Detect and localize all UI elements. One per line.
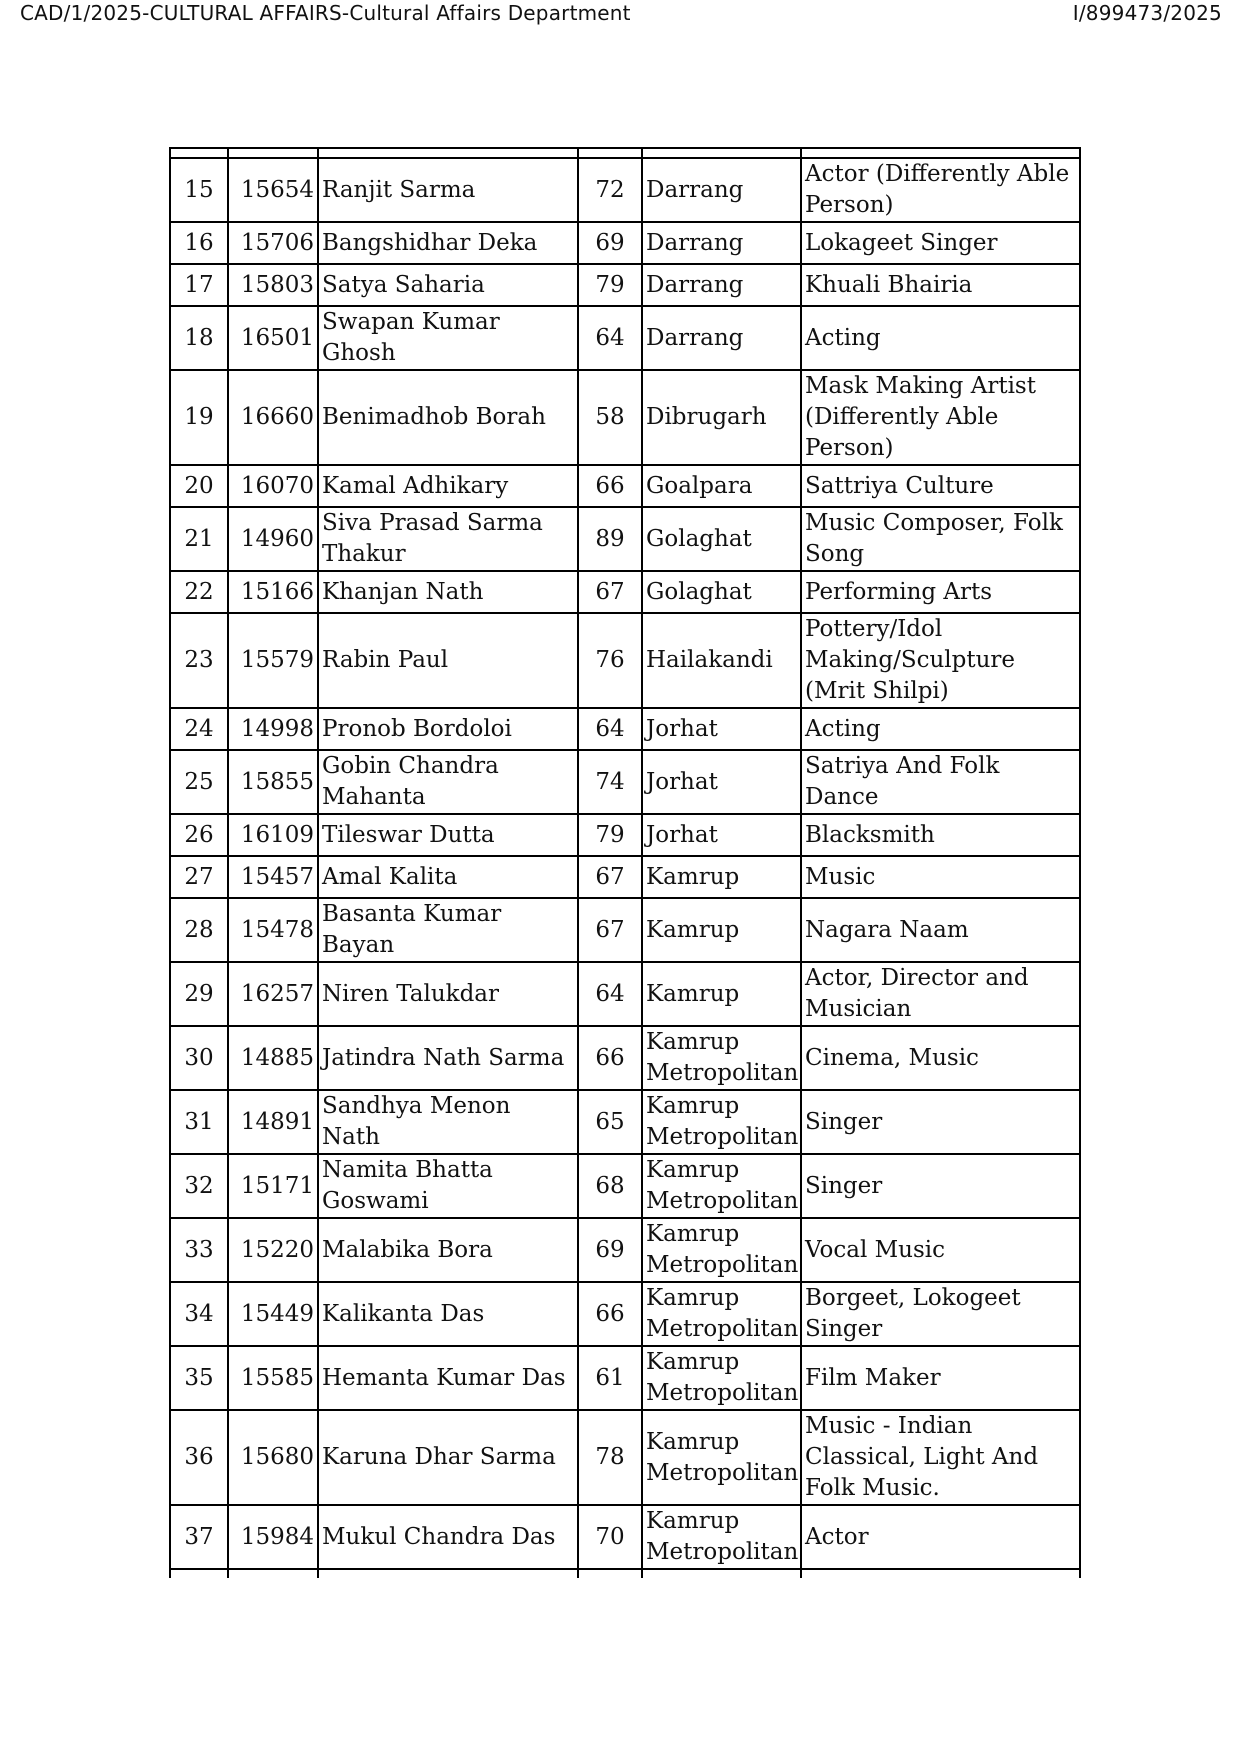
registration-id-cell: 15171 [228, 1154, 318, 1218]
artist-name-cell: Mukul Chandra Das [318, 1505, 578, 1569]
serial-number-cell: 27 [170, 856, 228, 898]
registration-id-cell: 14960 [228, 507, 318, 571]
registration-id-cell: 16109 [228, 814, 318, 856]
registration-id-cell: 15166 [228, 571, 318, 613]
serial-number-cell: 23 [170, 613, 228, 708]
artist-name-cell: Tileswar Dutta [318, 814, 578, 856]
age-cell: 69 [578, 222, 642, 264]
table-row [170, 1218, 1080, 1282]
serial-number-cell: 22 [170, 571, 228, 613]
age-cell: 65 [578, 1090, 642, 1154]
art-field-cell: Music - Indian Classical, Light And Folk Music. [801, 1410, 1080, 1505]
district-cell: Darrang [642, 158, 801, 222]
registration-id-cell: 14885 [228, 1026, 318, 1090]
art-field-cell: Actor, Director and Musician [801, 962, 1080, 1026]
serial-number-cell: 29 [170, 962, 228, 1026]
table-row [170, 856, 1080, 898]
district-cell: Jorhat [642, 750, 801, 814]
age-cell: 70 [578, 1505, 642, 1569]
age-cell: 79 [578, 264, 642, 306]
registration-id-cell: 15585 [228, 1346, 318, 1410]
table-row [170, 1090, 1080, 1154]
table-row-continuation-top [170, 148, 1080, 158]
age-cell: 89 [578, 507, 642, 571]
serial-number-cell: 34 [170, 1282, 228, 1346]
table-row [170, 158, 1080, 222]
art-field-cell: Singer [801, 1154, 1080, 1218]
table-row [170, 613, 1080, 708]
artist-name-cell: Sandhya Menon Nath [318, 1090, 578, 1154]
art-field-cell: Singer [801, 1090, 1080, 1154]
serial-number-cell: 36 [170, 1410, 228, 1505]
serial-number-cell: 32 [170, 1154, 228, 1218]
district-cell: Golaghat [642, 507, 801, 571]
age-cell: 68 [578, 1154, 642, 1218]
art-field-cell: Actor (Differently Able Person) [801, 158, 1080, 222]
art-field-cell: Lokageet Singer [801, 222, 1080, 264]
table-row [170, 814, 1080, 856]
artist-name-cell: Karuna Dhar Sarma [318, 1410, 578, 1505]
artist-name-cell: Khanjan Nath [318, 571, 578, 613]
art-field-cell: Acting [801, 306, 1080, 370]
art-field-cell: Cinema, Music [801, 1026, 1080, 1090]
district-cell: Darrang [642, 222, 801, 264]
artist-name-cell: Namita Bhatta Goswami [318, 1154, 578, 1218]
table-row [170, 1410, 1080, 1505]
registration-id-cell: 16501 [228, 306, 318, 370]
registration-id-cell: 14998 [228, 708, 318, 750]
district-cell: Kamrup Metropolitan [642, 1282, 801, 1346]
serial-number-cell: 17 [170, 264, 228, 306]
registration-id-cell: 15449 [228, 1282, 318, 1346]
artist-name-cell: Basanta Kumar Bayan [318, 898, 578, 962]
art-field-cell: Borgeet, Lokogeet Singer [801, 1282, 1080, 1346]
art-field-cell: Satriya And Folk Dance [801, 750, 1080, 814]
serial-number-cell: 37 [170, 1505, 228, 1569]
age-cell: 67 [578, 856, 642, 898]
district-cell: Golaghat [642, 571, 801, 613]
age-cell: 67 [578, 571, 642, 613]
age-cell: 67 [578, 898, 642, 962]
serial-number-cell: 19 [170, 370, 228, 465]
table-row [170, 507, 1080, 571]
serial-number-cell: 33 [170, 1218, 228, 1282]
table-row-continuation-bottom [170, 1569, 1080, 1578]
art-field-cell: Mask Making Artist (Differently Able Person) [801, 370, 1080, 465]
serial-number-cell: 24 [170, 708, 228, 750]
table-row [170, 898, 1080, 962]
registration-id-cell: 15855 [228, 750, 318, 814]
district-cell: Darrang [642, 306, 801, 370]
art-field-cell: Actor [801, 1505, 1080, 1569]
district-cell: Jorhat [642, 708, 801, 750]
district-cell: Kamrup [642, 962, 801, 1026]
artist-name-cell: Gobin Chandra Mahanta [318, 750, 578, 814]
art-field-cell: Performing Arts [801, 571, 1080, 613]
table-row [170, 1346, 1080, 1410]
age-cell: 64 [578, 708, 642, 750]
artist-name-cell: Rabin Paul [318, 613, 578, 708]
serial-number-cell: 26 [170, 814, 228, 856]
artist-name-cell: Kalikanta Das [318, 1282, 578, 1346]
table-row [170, 222, 1080, 264]
art-field-cell: Music [801, 856, 1080, 898]
age-cell: 72 [578, 158, 642, 222]
serial-number-cell: 20 [170, 465, 228, 507]
age-cell: 58 [578, 370, 642, 465]
artist-name-cell: Malabika Bora [318, 1218, 578, 1282]
registration-id-cell: 15984 [228, 1505, 318, 1569]
district-cell: Goalpara [642, 465, 801, 507]
table-row [170, 571, 1080, 613]
serial-number-cell: 30 [170, 1026, 228, 1090]
registration-id-cell: 16070 [228, 465, 318, 507]
registration-id-cell: 15220 [228, 1218, 318, 1282]
registration-id-cell: 15803 [228, 264, 318, 306]
table-row [170, 962, 1080, 1026]
art-field-cell: Sattriya Culture [801, 465, 1080, 507]
table-row [170, 708, 1080, 750]
document-reference: CAD/1/2025-CULTURAL AFFAIRS-Cultural Affairs Department [20, 1, 631, 25]
age-cell: 61 [578, 1346, 642, 1410]
age-cell: 69 [578, 1218, 642, 1282]
district-cell: Kamrup [642, 856, 801, 898]
age-cell: 79 [578, 814, 642, 856]
serial-number-cell: 35 [170, 1346, 228, 1410]
age-cell: 66 [578, 1026, 642, 1090]
artist-table [169, 147, 1081, 1578]
table-row [170, 370, 1080, 465]
artist-name-cell: Siva Prasad Sarma Thakur [318, 507, 578, 571]
serial-number-cell: 28 [170, 898, 228, 962]
age-cell: 66 [578, 1282, 642, 1346]
district-cell: Dibrugarh [642, 370, 801, 465]
artist-name-cell: Ranjit Sarma [318, 158, 578, 222]
serial-number-cell: 21 [170, 507, 228, 571]
artist-name-cell: Hemanta Kumar Das [318, 1346, 578, 1410]
age-cell: 66 [578, 465, 642, 507]
district-cell: Kamrup Metropolitan [642, 1026, 801, 1090]
district-cell: Hailakandi [642, 613, 801, 708]
table-row [170, 1505, 1080, 1569]
art-field-cell: Blacksmith [801, 814, 1080, 856]
district-cell: Kamrup Metropolitan [642, 1090, 801, 1154]
district-cell: Kamrup [642, 898, 801, 962]
registration-id-cell: 16257 [228, 962, 318, 1026]
serial-number-cell: 16 [170, 222, 228, 264]
artist-name-cell: Satya Saharia [318, 264, 578, 306]
artist-name-cell: Benimadhob Borah [318, 370, 578, 465]
registration-id-cell: 15706 [228, 222, 318, 264]
table-row [170, 264, 1080, 306]
artist-name-cell: Swapan Kumar Ghosh [318, 306, 578, 370]
registration-id-cell: 15579 [228, 613, 318, 708]
art-field-cell: Vocal Music [801, 1218, 1080, 1282]
district-cell: Kamrup Metropolitan [642, 1154, 801, 1218]
art-field-cell: Film Maker [801, 1346, 1080, 1410]
serial-number-cell: 18 [170, 306, 228, 370]
age-cell: 76 [578, 613, 642, 708]
age-cell: 64 [578, 962, 642, 1026]
artist-name-cell: Pronob Bordoloi [318, 708, 578, 750]
artist-table-body [170, 148, 1080, 1578]
table-row [170, 1282, 1080, 1346]
table-row [170, 1154, 1080, 1218]
age-cell: 74 [578, 750, 642, 814]
art-field-cell: Music Composer, Folk Song [801, 507, 1080, 571]
art-field-cell: Pottery/Idol Making/Sculpture (Mrit Shilpi) [801, 613, 1080, 708]
artist-name-cell: Bangshidhar Deka [318, 222, 578, 264]
registration-id-cell: 15680 [228, 1410, 318, 1505]
serial-number-cell: 15 [170, 158, 228, 222]
district-cell: Jorhat [642, 814, 801, 856]
registration-id-cell: 14891 [228, 1090, 318, 1154]
district-cell: Kamrup Metropolitan [642, 1218, 801, 1282]
artist-name-cell: Jatindra Nath Sarma [318, 1026, 578, 1090]
serial-number-cell: 31 [170, 1090, 228, 1154]
registration-id-cell: 16660 [228, 370, 318, 465]
art-field-cell: Khuali Bhairia [801, 264, 1080, 306]
district-cell: Darrang [642, 264, 801, 306]
artist-name-cell: Kamal Adhikary [318, 465, 578, 507]
district-cell: Kamrup Metropolitan [642, 1505, 801, 1569]
art-field-cell: Nagara Naam [801, 898, 1080, 962]
table-row [170, 465, 1080, 507]
document-number: I/899473/2025 [1072, 1, 1222, 25]
artist-name-cell: Niren Talukdar [318, 962, 578, 1026]
age-cell: 78 [578, 1410, 642, 1505]
page-header [0, 0, 1240, 30]
table-row [170, 306, 1080, 370]
registration-id-cell: 15478 [228, 898, 318, 962]
district-cell: Kamrup Metropolitan [642, 1346, 801, 1410]
table-row [170, 1026, 1080, 1090]
artist-name-cell: Amal Kalita [318, 856, 578, 898]
registration-id-cell: 15654 [228, 158, 318, 222]
table-row [170, 750, 1080, 814]
registration-id-cell: 15457 [228, 856, 318, 898]
age-cell: 64 [578, 306, 642, 370]
art-field-cell: Acting [801, 708, 1080, 750]
district-cell: Kamrup Metropolitan [642, 1410, 801, 1505]
serial-number-cell: 25 [170, 750, 228, 814]
